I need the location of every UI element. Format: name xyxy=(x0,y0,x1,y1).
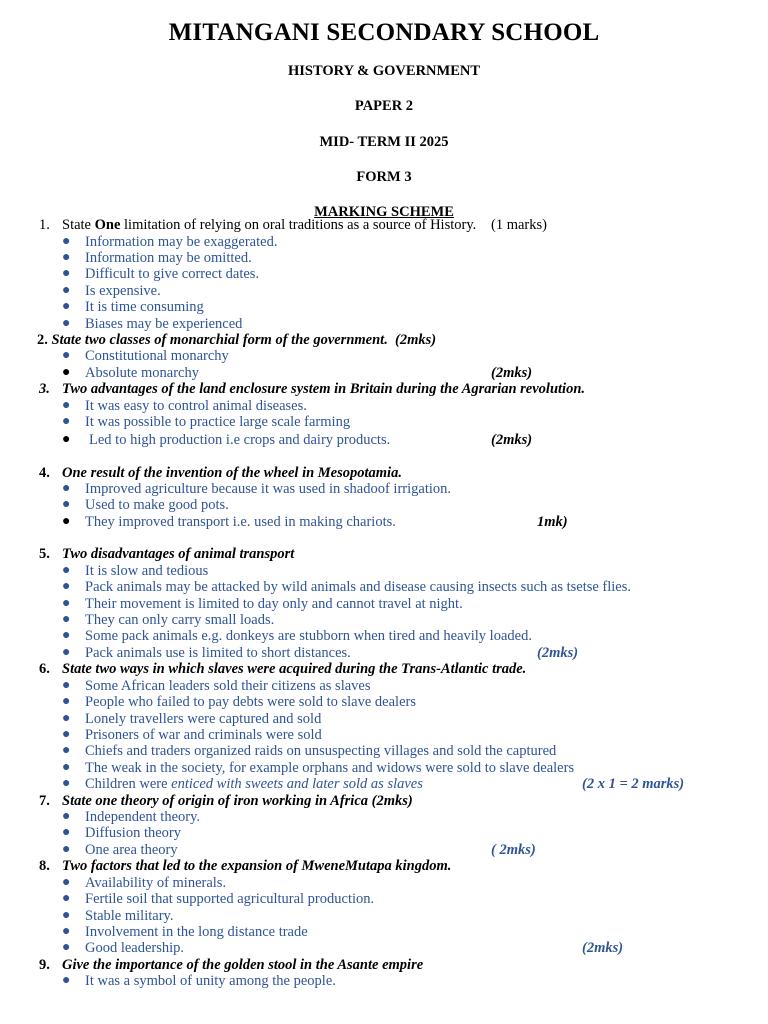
paper-title: PAPER 2 xyxy=(354,98,414,114)
bullet-dot-icon: ● xyxy=(62,694,71,710)
bullet-dot-icon: ● xyxy=(62,628,71,644)
answer-text: Good leadership. xyxy=(85,940,185,957)
answer-item xyxy=(62,678,768,694)
answer-text: Pack animals use is limited to short distances. xyxy=(85,644,351,661)
answer-text: Led to high production i.e crops and dairy products. xyxy=(89,431,391,448)
answer-list-1 xyxy=(39,234,768,332)
answer-text: They improved transport i.e. used in making chariots. xyxy=(85,513,396,530)
answer-text: Improved agriculture because it was used in shadoof irrigation. xyxy=(85,481,452,498)
answer-item xyxy=(62,283,768,299)
bullet-dot-icon: ● xyxy=(62,841,71,857)
answer-item xyxy=(62,316,768,332)
answer-text: It is time consuming xyxy=(85,299,204,316)
answer-item xyxy=(62,825,768,841)
answer-item xyxy=(62,891,768,907)
school-name: MITANGANI SECONDARY SCHOOL xyxy=(168,19,600,46)
subject-title: HISTORY & GOVERNMENT xyxy=(287,63,481,79)
answer-text: Biases may be experienced xyxy=(85,315,243,332)
answer-item xyxy=(62,234,768,250)
answer-item xyxy=(62,809,768,825)
bullet-dot-icon: ● xyxy=(62,825,71,841)
answer-text: It was possible to practice large scale farming xyxy=(85,414,351,431)
bullet-dot-icon: ● xyxy=(62,249,71,265)
answer-item xyxy=(62,743,768,759)
spacer xyxy=(39,530,768,546)
answer-item xyxy=(62,365,768,381)
question-4 xyxy=(39,465,768,482)
answer-marks: (2mks) xyxy=(537,644,579,661)
bullet-dot-icon: ● xyxy=(62,315,71,331)
answer-text: It is slow and tedious xyxy=(85,562,209,579)
bullet-dot-icon: ● xyxy=(62,924,71,939)
question-number: 7. xyxy=(39,792,50,809)
question-number: 8. xyxy=(39,858,50,875)
answer-text: Used to make good pots. xyxy=(85,497,229,514)
bullet-dot-icon: ● xyxy=(62,233,71,249)
answer-item xyxy=(62,514,768,530)
answer-item xyxy=(62,250,768,266)
answer-item xyxy=(62,481,768,497)
marking-scheme-heading: MARKING SCHEME xyxy=(314,204,454,220)
answer-list-3 xyxy=(39,398,768,449)
question-2 xyxy=(37,332,768,349)
bullet-dot-icon: ● xyxy=(62,874,71,890)
spacer xyxy=(39,449,768,465)
answer-item xyxy=(62,398,768,414)
answer-marks: (2mks) xyxy=(491,431,533,448)
bullet-dot-icon: ● xyxy=(62,414,71,430)
bullet-dot-icon: ● xyxy=(62,266,71,282)
question-number: 6. xyxy=(39,661,50,678)
question-text: One result of the invention of the wheel in Mesopotamia. xyxy=(62,464,402,481)
question-text: Two factors that led to the expansion of MweneMutapa kingdom. xyxy=(62,858,452,875)
bullet-dot-icon: ● xyxy=(62,595,71,611)
question-number: 1. xyxy=(39,217,50,233)
question-7 xyxy=(39,793,768,810)
answer-text: Fertile soil that supported agricultural production. xyxy=(85,891,375,908)
question-number: 9. xyxy=(39,956,50,973)
answer-item xyxy=(62,924,768,940)
answer-item xyxy=(62,628,768,644)
answer-item xyxy=(62,694,768,710)
bullet-dot-icon: ● xyxy=(62,759,71,775)
question-number: 4. xyxy=(39,464,50,481)
answer-item xyxy=(62,414,768,430)
answer-list-6 xyxy=(39,678,768,793)
question-number: 3. xyxy=(39,381,50,398)
question-text: State two classes of monarchial form of the government. xyxy=(51,331,388,348)
question-marks: (2mks) xyxy=(395,331,437,348)
question-1 xyxy=(39,217,768,234)
answer-text: Information may be exaggerated. xyxy=(85,233,278,250)
answer-marks: (2mks) xyxy=(582,940,624,957)
answer-text: The weak in the society, for example orphans and widows were sold to slave dealers xyxy=(85,759,575,776)
question-9 xyxy=(39,957,768,974)
answer-text: It was a symbol of unity among the people. xyxy=(85,973,336,990)
question-text: Two disadvantages of animal transport xyxy=(62,546,295,563)
answer-text: Diffusion theory xyxy=(85,825,181,842)
question-prefix: State xyxy=(62,217,95,233)
bullet-dot-icon: ● xyxy=(62,973,71,989)
bullet-dot-icon: ● xyxy=(62,481,71,497)
answer-text: Absolute monarchy xyxy=(85,364,199,381)
answer-marks: 1mk) xyxy=(537,513,568,530)
answer-text: Some African leaders sold their citizens as slaves xyxy=(85,677,371,694)
question-bold-word: One xyxy=(94,217,121,233)
question-text: State two ways in which slaves were acquired during the Trans-Atlantic trade. xyxy=(62,661,527,678)
answer-item xyxy=(62,645,768,661)
answer-item xyxy=(62,727,768,743)
answer-item xyxy=(62,711,768,727)
answer-text: Pack animals may be attacked by wild animals and disease causing insects such as tsetse flies. xyxy=(85,579,632,596)
answer-list-9 xyxy=(39,973,768,989)
bullet-dot-icon: ● xyxy=(62,579,71,595)
answer-text: Some pack animals e.g. donkeys are stubborn when tired and heavily loaded. xyxy=(85,628,532,645)
answer-text: Difficult to give correct dates. xyxy=(85,266,260,283)
answer-text: One area theory xyxy=(85,841,178,858)
answer-item xyxy=(62,760,768,776)
answer-item xyxy=(62,908,768,924)
bullet-dot-icon: ● xyxy=(62,776,71,792)
answer-text: Prisoners of war and criminals were sold xyxy=(85,726,322,743)
answer-item xyxy=(62,497,768,513)
answer-item xyxy=(62,563,768,579)
answer-text: It was easy to control animal diseases. xyxy=(85,397,307,414)
answer-text: Is expensive. xyxy=(85,282,161,299)
question-text: State one theory of origin of iron working in Africa (2mks) xyxy=(62,792,413,809)
question-marks: (1 marks) xyxy=(491,217,547,233)
bullet-dot-icon: ● xyxy=(62,743,71,759)
answer-item xyxy=(62,842,768,858)
question-text: limitation of relying on oral traditions as a source of History. xyxy=(120,217,477,233)
bullet-dot-icon: ● xyxy=(62,397,71,413)
answer-item xyxy=(62,776,768,792)
answer-list-8 xyxy=(39,875,768,957)
question-number: 5. xyxy=(39,546,50,563)
answer-item xyxy=(62,875,768,891)
question-8 xyxy=(39,858,768,875)
bullet-dot-icon: ● xyxy=(62,940,71,956)
bullet-dot-icon: ● xyxy=(62,513,71,529)
answer-marks: (2 x 1 = 2 marks) xyxy=(582,776,685,793)
question-text: Two advantages of the land enclosure system in Britain during the Agrarian revolution. xyxy=(62,381,586,398)
answer-text: Constitutional monarchy xyxy=(85,348,229,365)
answer-text: People who failed to pay debts were sold to slave dealers xyxy=(85,694,416,711)
form-title: FORM 3 xyxy=(356,169,412,185)
bullet-dot-icon: ● xyxy=(62,644,71,660)
answer-text: Lonely travellers were captured and sold xyxy=(85,710,322,727)
answer-item xyxy=(62,596,768,612)
exam-title: MID- TERM II 2025 xyxy=(319,134,449,150)
answer-item xyxy=(62,266,768,282)
answer-list-7 xyxy=(39,809,768,858)
answer-marks: (2mks) xyxy=(491,364,533,381)
answer-text: Stable military. xyxy=(85,907,174,924)
question-6 xyxy=(39,661,768,678)
answer-text: Chiefs and traders organized raids on unsuspecting villages and sold the captured xyxy=(85,743,557,760)
answer-item xyxy=(62,348,768,364)
answer-item xyxy=(62,973,768,989)
answer-list-2 xyxy=(39,348,768,381)
bullet-dot-icon: ● xyxy=(62,809,71,825)
answer-item xyxy=(62,940,768,956)
answer-item xyxy=(62,579,768,595)
bullet-dot-icon: ● xyxy=(62,282,71,298)
question-text: Give the importance of the golden stool in the Asante empire xyxy=(62,956,424,973)
bullet-dot-icon: ● xyxy=(62,562,71,578)
answer-text: Their movement is limited to day only and cannot travel at night. xyxy=(85,595,463,612)
answer-marks: ( 2mks) xyxy=(491,841,536,858)
answer-text-italic: enticed with sweets and later sold as slaves xyxy=(171,776,423,793)
bullet-dot-icon: ● xyxy=(62,348,71,364)
question-3 xyxy=(39,381,768,398)
bullet-dot-icon: ● xyxy=(62,431,71,447)
answer-list-5 xyxy=(39,563,768,661)
question-number: 2. xyxy=(37,331,48,348)
bullet-dot-icon: ● xyxy=(62,710,71,726)
bullet-dot-icon: ● xyxy=(62,299,71,315)
answer-item xyxy=(62,299,768,315)
question-5 xyxy=(39,546,768,563)
bullet-dot-icon: ● xyxy=(62,891,71,907)
answer-text: Information may be omitted. xyxy=(85,249,252,266)
answer-item xyxy=(62,612,768,628)
bullet-dot-icon: ● xyxy=(62,612,71,627)
questions-section xyxy=(39,217,768,990)
answer-item xyxy=(62,431,768,449)
bullet-dot-icon: ● xyxy=(62,677,71,693)
answer-text: Availability of minerals. xyxy=(85,874,227,891)
answer-text: They can only carry small loads. xyxy=(85,612,275,628)
bullet-dot-icon: ● xyxy=(62,497,71,513)
answer-list-4 xyxy=(39,481,768,530)
bullet-dot-icon: ● xyxy=(62,364,71,380)
answer-text: Involvement in the long distance trade xyxy=(85,924,308,940)
answer-text: Children were xyxy=(85,776,172,793)
bullet-dot-icon: ● xyxy=(62,726,71,742)
bullet-dot-icon: ● xyxy=(62,907,71,923)
answer-text: Independent theory. xyxy=(85,809,201,826)
